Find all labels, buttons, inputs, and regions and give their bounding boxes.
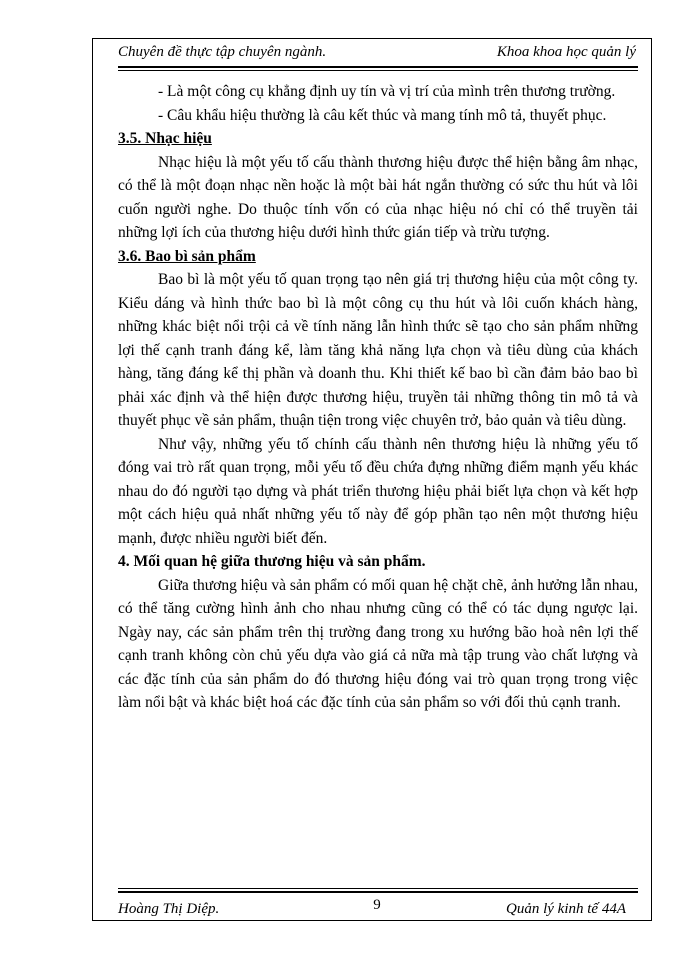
header-rule xyxy=(118,66,638,68)
heading-text: 4. Mối quan hệ giữa thương hiệu và sản phẩm. xyxy=(118,553,426,570)
paragraph: - Câu khẩu hiệu thường là câu kết thúc và mang tính mô tả, thuyết phục. xyxy=(158,106,607,124)
paragraph: Như vậy, những yếu tố chính cấu thành nên thương hiệu là những yếu tố đóng vai trò rất quan trọng, mỗi yếu tố đều chứa đựng những điểm mạnh yếu khác nhau do đó người tạo dựng và phát triển thương hiệu phải biết lựa chọn và kết hợp một cách hiệu quả nhất những yếu tố này để góp phần tạo nên một thương hiệu mạnh, được nhiều người biết đến. xyxy=(118,435,638,547)
page-footer xyxy=(118,897,636,921)
heading-text: 3.6. Bao bì sản phẩm xyxy=(118,247,256,265)
footer-rule-thin xyxy=(118,888,638,889)
paragraph: Giữa thương hiệu và sản phẩm có mối quan hệ chặt chẽ, ảnh hưởng lẫn nhau, có thể tăng cường hình ảnh cho nhau nhưng cũng có thể có tác dụng ngược lại. Ngày nay, các sản phẩm trên thị trường đang trong xu hướng bão hoà nên lợi thế cạnh tranh không còn chủ yếu dựa vào giá cả nữa mà tập trung vào chất lượng và các đặc tính của sản phẩm do đó thương hiệu đóng vai trò quan trọng trong việc làm nổi bật và khác biệt hoá các đặc tính của sản phẩm so với đối thủ cạnh tranh. xyxy=(118,576,638,711)
paragraph: Bao bì là một yếu tố quan trọng tạo nên giá trị thương hiệu của một công ty. Kiểu dáng và hình thức bao bì là một công cụ thu hút và lôi cuốn khách hàng, những khác biệt nổi trội cả về tính năng lẫn hình thức sẽ tạo cho sản phẩm những lợi thế cạnh tranh đáng kể, làm tăng khả năng lựa chọn và tiêu dùng của khách hàng, tăng đáng kể thị phần và doanh thu. Khi thiết kế bao bì cần đảm bảo bao bì phải xác định và thể hiện được thương hiệu, truyền tải những thông tin mô tả và thuyết phục về sản phẩm, thuận tiện trong việc chuyên trở, bảo quản và tiêu dùng. xyxy=(118,271,638,429)
section-heading xyxy=(118,127,638,151)
paragraph: Nhạc hiệu là một yếu tố cấu thành thương hiệu được thể hiện bằng âm nhạc, có thể là một đoạn nhạc nền hoặc là một bài hát ngắn thường có sức thu hút và lôi cuốn người nghe. Do thuộc tính vốn có của nhạc hiệu nó chỉ có thể truyền tải những lợi ích của thương hiệu dưới hình thức gián tiếp và trừu tượng. xyxy=(118,153,638,241)
section-heading xyxy=(118,550,638,574)
header-rule-thin xyxy=(118,70,638,71)
paragraph: - Là một công cụ khẳng định uy tín và vị trí của mình trên thương trường. xyxy=(158,83,616,100)
page-number: 9 xyxy=(373,897,381,913)
footer-class: Quản lý kinh tế 44A xyxy=(506,901,626,917)
header-left: Chuyên đề thực tập chuyên ngành. xyxy=(118,44,327,60)
section-heading xyxy=(118,245,638,269)
header-right: Khoa khoa học quản lý xyxy=(496,44,636,60)
document-body xyxy=(118,80,638,715)
footer-author: Hoàng Thị Diệp. xyxy=(118,901,220,917)
heading-text: 3.5. Nhạc hiệu xyxy=(118,130,212,147)
page-header xyxy=(118,38,636,66)
